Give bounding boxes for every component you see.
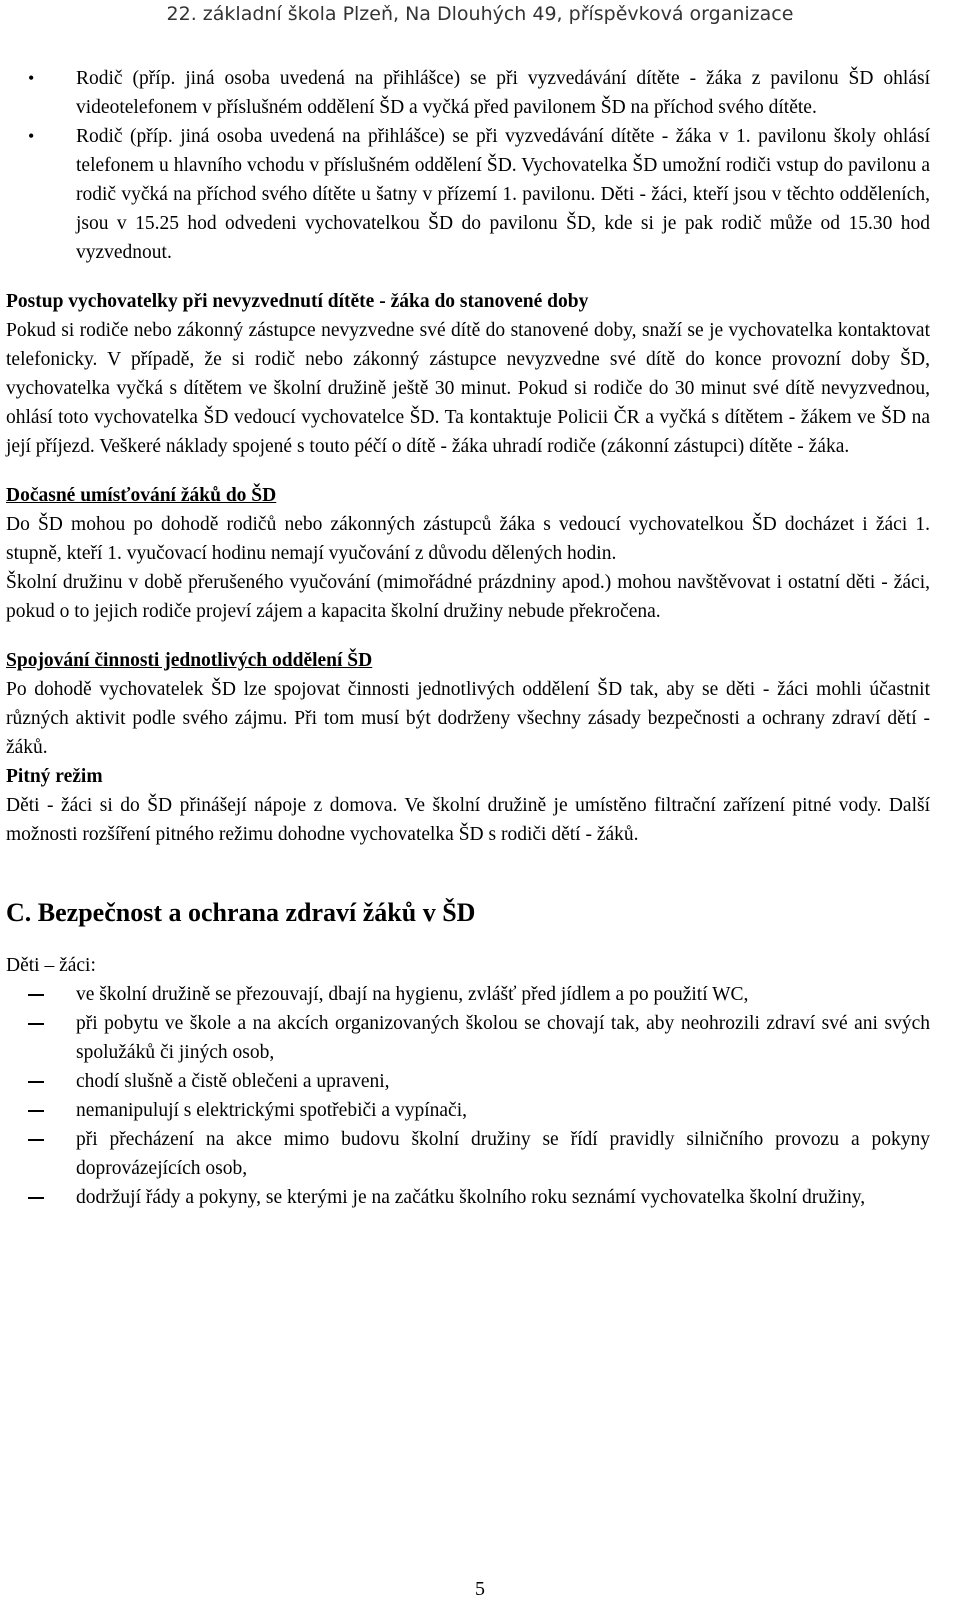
section-title-c: C. Bezpečnost a ochrana zdraví žáků v ŠD xyxy=(6,898,476,927)
list-item: ve školní družině se přezouvají, dbají na hygienu, zvlášť před jídlem a po použití WC, xyxy=(6,980,930,1009)
list-item: při pobytu ve škole a na akcích organizovaných školou se chovají tak, aby neohrozili zdraví své ani svých spolužáků či jiných osob, xyxy=(6,1009,930,1067)
list-item: při přecházení na akce mimo budovu školní družiny se řídí pravidly silničního provozu a pokyny doprovázejících osob, xyxy=(6,1125,930,1183)
section-heading-docasne: Dočasné umísťování žáků do ŠD xyxy=(6,485,277,506)
list-item: • Rodič (příp. jiná osoba uvedená na přihlášce) se při vyzvedávání dítěte - žáka v 1. pavilonu školy ohlásí telefonem u hlavního vchodu v příslušném oddělení ŠD. Vychovatelka ŠD umožní rodiči vstup do pavilonu a rodič vyčká na příchod svého dítěte u šatny v přízemí 1. pavilonu. Děti - žáci, kteří jsou v těchto odděleních, jsou v 15.25 hod odvedeni vychovatelkou ŠD do pavilonu ŠD, kde si je pak rodič může od 15.30 hod vyzvednout. xyxy=(6,122,930,267)
list-item: nemanipulují s elektrickými spotřebiči a vypínači, xyxy=(6,1096,930,1125)
document-body xyxy=(6,64,930,1212)
paragraph-pitny: Děti - žáci si do ŠD přinášejí nápoje z domova. Ve školní družině je umístěno filtrační zařízení pitné vody. Další možnosti rozšíření pitného režimu dohodne vychovatelka ŠD s rodiči dětí - žáků. xyxy=(6,795,930,845)
list-item: • Rodič (příp. jiná osoba uvedená na přihlášce) se při vyzvedávání dítěte - žáka z pavilonu ŠD ohlásí videotelefonem v příslušném oddělení ŠD a vyčká před pavilonem ŠD na příchod svého dítěte. xyxy=(6,64,930,122)
paragraph-docasne-2: Školní družinu v době přerušeného vyučování (mimořádné prázdniny apod.) mohou navštěvovat i ostatní děti - žáci, pokud o to jejich rodiče projeví zájem a kapacita školní družiny nebude překročena. xyxy=(6,572,930,622)
page-header: 22. základní škola Plzeň, Na Dlouhých 49, příspěvková organizace xyxy=(166,3,794,25)
paragraph-postup: Pokud si rodiče nebo zákonný zástupce nevyzvedne své dítě do stanovené doby, snaží se je vychovatelka kontaktovat telefonicky. V případě, že si rodič nebo zákonný zástupce nevyzvedne své dítě do konce provozní doby ŠD, vychovatelka vyčká s dítětem ve školní družině ještě 30 minut. Pokud si rodiče do 30 minut své dítě nevyzvednou, ohlásí toto vychovatelka ŠD vedoucí vychovatelce ŠD. Ta kontaktuje Policii ČR a vyčká s dítětem - žákem ve ŠD na její příjezd. Veškeré náklady spojené s touto péčí o dítě - žáka uhradí rodiče (zákonní zástupci) dítěte - žáka. xyxy=(6,320,930,457)
section-c-intro: Děti – žáci: xyxy=(6,955,96,976)
section-heading-pitny: Pitný režim xyxy=(6,766,103,787)
list-item: dodržují řády a pokyny, se kterými je na začátku školního roku seznámí vychovatelka školní družiny, xyxy=(6,1183,930,1212)
list-item: chodí slušně a čistě oblečeni a upraveni, xyxy=(6,1067,930,1096)
paragraph-docasne-1: Do ŠD mohou po dohodě rodičů nebo zákonných zástupců žáka s vedoucí vychovatelkou ŠD docházet i žáci 1. stupně, kteří 1. vyučovací hodinu nemají vyučování z důvodu dělených hodin. xyxy=(6,514,930,564)
page-number: 5 xyxy=(475,1578,485,1600)
paragraph-spojovani: Po dohodě vychovatelek ŠD lze spojovat činnosti jednotlivých oddělení ŠD tak, aby se děti - žáci mohli účastnit různých aktivit podle svého zájmu. Při tom musí být dodrženy všechny zásady bezpečnosti a ochrany zdraví dětí - žáků. xyxy=(6,679,930,758)
section-heading-postup: Postup vychovatelky při nevyzvednutí dítěte - žáka do stanovené doby xyxy=(6,291,589,312)
pickup-rules-list xyxy=(6,64,930,267)
section-heading-spojovani: Spojování činnosti jednotlivých oddělení ŠD xyxy=(6,650,373,671)
safety-rules-list xyxy=(6,980,930,1212)
